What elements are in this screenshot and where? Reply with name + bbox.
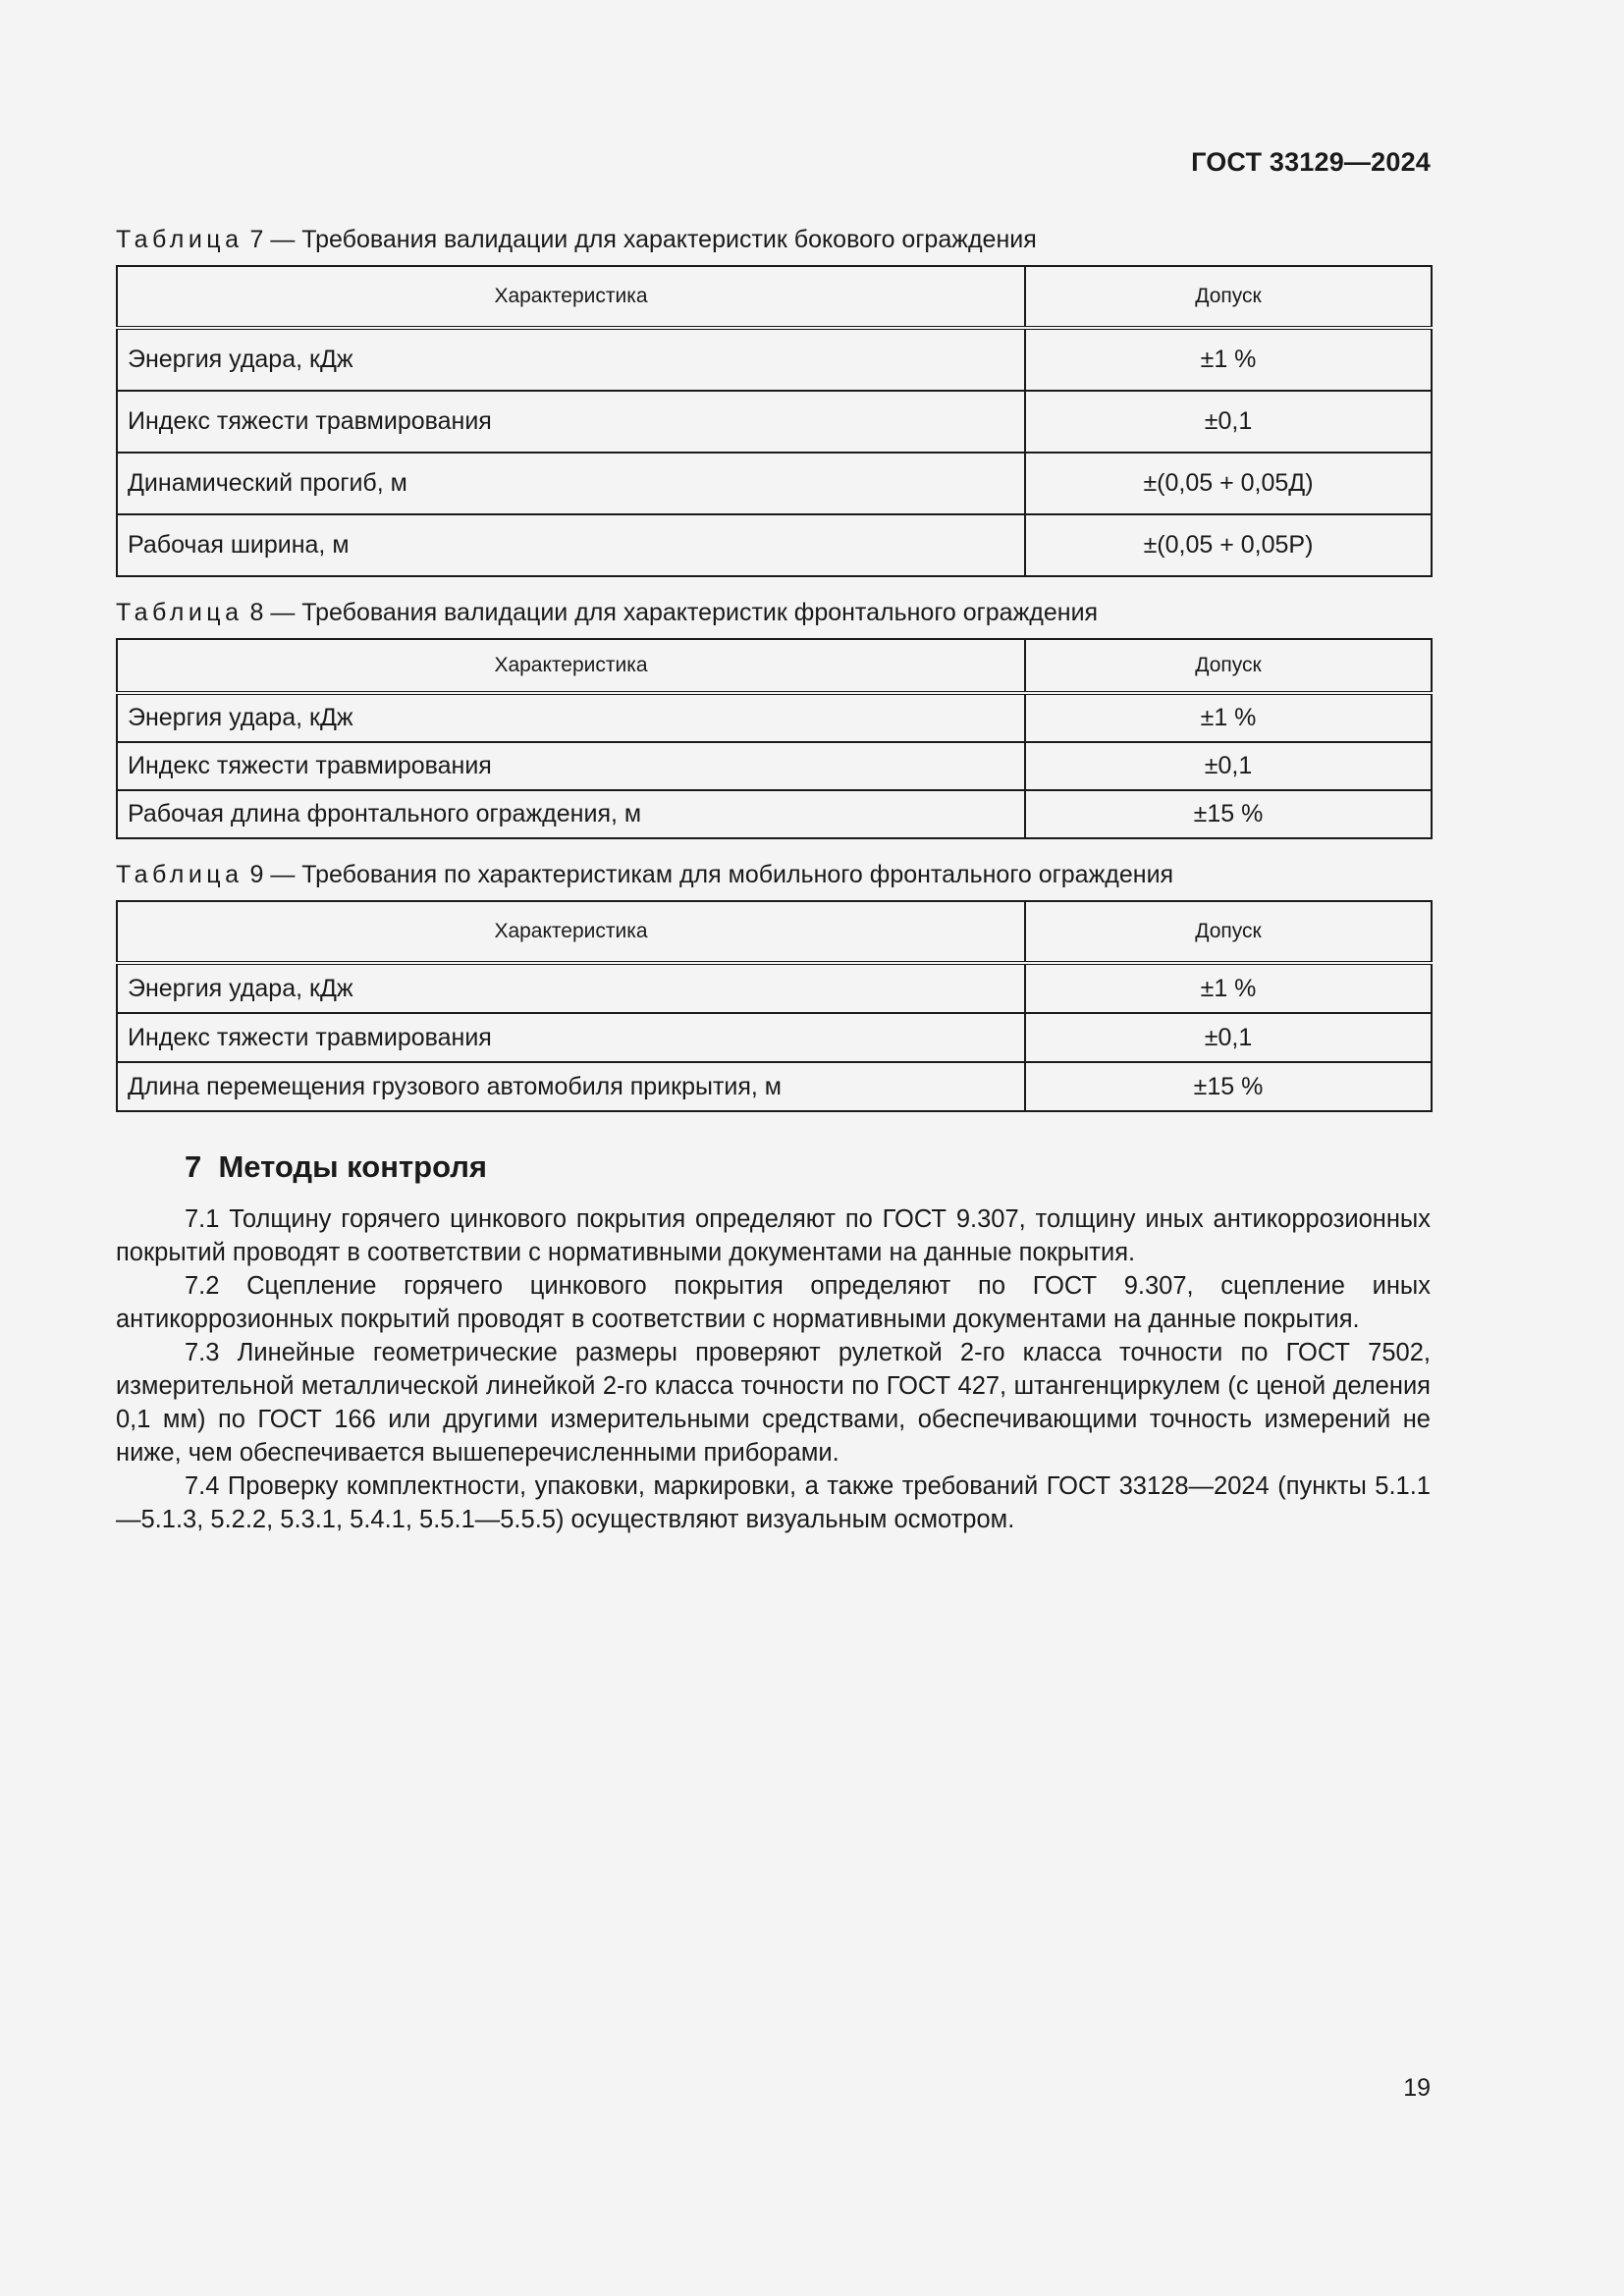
cell-characteristic: Индекс тяжести травмирования (117, 391, 1025, 453)
table-header-row (117, 901, 1432, 963)
table-7-caption (116, 222, 1431, 257)
table-9-caption (116, 857, 1431, 892)
cell-tolerance: ±1 % (1025, 328, 1432, 391)
table-8 (116, 638, 1433, 839)
paragraph-7-2: 7.2 Сцепление горячего цинкового покрытия определяют по ГОСТ 9.307, сцепление иных антикоррозионных покрытий проводят в соответствии с нормативными документами на данные покрытия. (116, 1272, 1431, 1333)
table-row (117, 1013, 1432, 1062)
column-header-characteristic: Характеристика (117, 266, 1025, 328)
cell-characteristic: Рабочая длина фронтального ограждения, м (117, 790, 1025, 838)
paragraph-7-3: 7.3 Линейные геометрические размеры проверяют рулеткой 2-го класса точности по ГОСТ 7502, измерительной металлической линейкой 2-го класса точности по ГОСТ 427, штангенциркулем (с ценой деления 0,1 мм) по ГОСТ 166 или другими измерительными средствами, обеспечивающими точность измерений не ниже, чем обеспечивается вышеперечисленными приборами. (116, 1339, 1431, 1467)
table-8-caption (116, 595, 1431, 630)
table-caption-prefix: Таблица (116, 226, 244, 253)
cell-characteristic: Энергия удара, кДж (117, 963, 1025, 1013)
column-header-tolerance: Допуск (1025, 639, 1432, 693)
cell-tolerance: ±15 % (1025, 790, 1432, 838)
cell-characteristic: Длина перемещения грузового автомобиля прикрытия, м (117, 1062, 1025, 1111)
table-caption-text: 9 — Требования по характеристикам для мобильного фронтального ограждения (249, 861, 1174, 888)
cell-tolerance: ±1 % (1025, 693, 1432, 742)
table-row (117, 453, 1432, 514)
table-row (117, 391, 1432, 453)
column-header-characteristic: Характеристика (117, 639, 1025, 693)
table-row (117, 693, 1432, 742)
cell-characteristic: Индекс тяжести травмирования (117, 742, 1025, 790)
table-caption-text: 8 — Требования валидации для характеристик фронтального ограждения (249, 599, 1099, 626)
cell-tolerance: ±(0,05 + 0,05Д) (1025, 453, 1432, 514)
page-content (116, 222, 1431, 1536)
table-caption-text: 7 — Требования валидации для характеристик бокового ограждения (249, 226, 1037, 253)
table-row (117, 514, 1432, 576)
section-title: 7 Методы контроля (185, 1149, 488, 1184)
cell-tolerance: ±0,1 (1025, 1013, 1432, 1062)
table-header-row (117, 266, 1432, 328)
cell-tolerance: ±15 % (1025, 1062, 1432, 1111)
document-code: ГОСТ 33129—2024 (1191, 147, 1431, 177)
cell-tolerance: ±(0,05 + 0,05Р) (1025, 514, 1432, 576)
table-row (117, 1062, 1432, 1111)
cell-tolerance: ±0,1 (1025, 391, 1432, 453)
table-row (117, 963, 1432, 1013)
page-number: 19 (1403, 2074, 1431, 2102)
cell-characteristic: Индекс тяжести травмирования (117, 1013, 1025, 1062)
cell-tolerance: ±0,1 (1025, 742, 1432, 790)
cell-characteristic: Рабочая ширина, м (117, 514, 1025, 576)
cell-characteristic: Энергия удара, кДж (117, 328, 1025, 391)
column-header-tolerance: Допуск (1025, 266, 1432, 328)
cell-characteristic: Энергия удара, кДж (117, 693, 1025, 742)
table-row (117, 742, 1432, 790)
cell-tolerance: ±1 % (1025, 963, 1432, 1013)
table-caption-prefix: Таблица (116, 861, 244, 888)
column-header-tolerance: Допуск (1025, 901, 1432, 963)
paragraph-7-1: 7.1 Толщину горячего цинкового покрытия определяют по ГОСТ 9.307, толщину иных антикоррозионных покрытий проводят в соответствии с нормативными документами на данные покрытия. (116, 1205, 1431, 1266)
paragraph-7-4: 7.4 Проверку комплектности, упаковки, маркировки, а также требований ГОСТ 33128—2024 (пункты 5.1.1—5.1.3, 5.2.2, 5.3.1, 5.4.1, 5.5.1—5.5.5) осуществляют визуальным осмотром. (116, 1472, 1431, 1533)
cell-characteristic: Динамический прогиб, м (117, 453, 1025, 514)
column-header-characteristic: Характеристика (117, 901, 1025, 963)
table-row (117, 790, 1432, 838)
table-row (117, 328, 1432, 391)
table-header-row (117, 639, 1432, 693)
table-9 (116, 900, 1433, 1112)
table-7 (116, 265, 1433, 577)
table-caption-prefix: Таблица (116, 599, 244, 626)
